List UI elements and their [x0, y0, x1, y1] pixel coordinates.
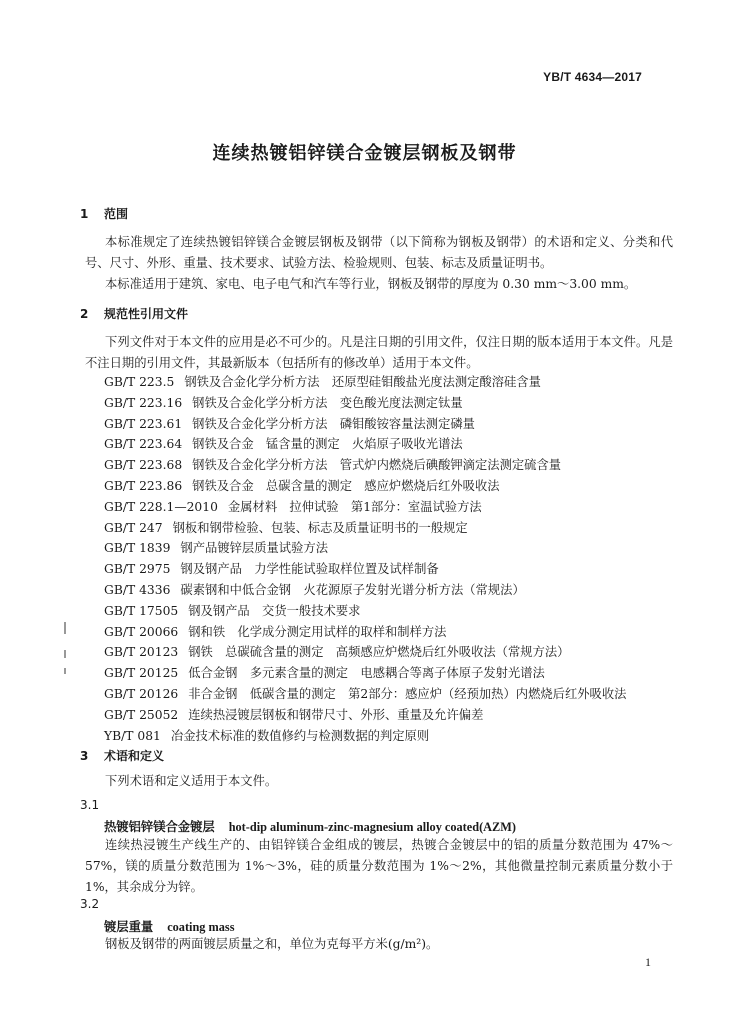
reference-item: GB/T 223.5 钢铁及合金化学分析方法 还原型硅钼酸盐光度法测定酸溶硅含量	[104, 375, 541, 389]
reference-item: GB/T 20123 钢铁 总碳硫含量的测定 高频感应炉燃烧后红外吸收法（常规方法）	[104, 645, 570, 660]
section-2-intro: 下列文件对于本文件的应用是必不可少的。凡是注日期的引用文件，仅注日期的版本适用于本文件。凡是不注日期的引用文件，其最新版本（包括所有的修改单）适用于本文件。	[85, 335, 673, 370]
scan-margin-mark	[64, 622, 66, 634]
reference-item: GB/T 4336 碳素钢和中低合金钢 火花源原子发射光谱分析方法（常规法）	[104, 582, 525, 597]
reference-item: GB/T 17505 钢及钢产品 交货一般技术要求	[104, 603, 361, 618]
scan-margin-mark	[64, 668, 66, 674]
section-title: 规范性引用文件	[104, 307, 189, 321]
reference-item: GB/T 25052 连续热浸镀层钢板和钢带尺寸、外形、重量及允许偏差	[104, 707, 484, 722]
term-english: coating mass	[167, 920, 235, 934]
term-definition: 钢板及钢带的两面镀层质量之和，单位为克每平方米(g/m²)。	[105, 937, 439, 951]
reference-item: GB/T 2975 钢及钢产品 力学性能试验取样位置及试样制备	[104, 562, 439, 577]
reference-item: GB/T 223.68 钢铁及合金化学分析方法 管式炉内燃烧后碘酸钾滴定法测定硫含量	[104, 458, 562, 473]
section-number: 3	[80, 749, 89, 763]
reference-item: GB/T 223.86 钢铁及合金 总碳含量的测定 感应炉燃烧后红外吸收法	[104, 478, 500, 493]
document-title: 连续热镀铝锌镁合金镀层钢板及钢带	[212, 143, 517, 164]
reference-item: YB/T 081 冶金技术标准的数值修约与检测数据的判定原则	[104, 728, 430, 743]
section-1-paragraph-1: 本标准规定了连续热镀铝锌镁合金镀层钢板及钢带（以下简称为钢板及钢带）的术语和定义、分类和代号、尺寸、外形、重量、技术要求、试验方法、检验规则、包装、标志及质量证明书。	[85, 235, 673, 270]
reference-item: GB/T 1839 钢产品镀锌层质量试验方法	[104, 541, 328, 556]
term-chinese: 热镀铝锌镁合金镀层	[104, 820, 215, 834]
term-definition: 连续热浸镀生产线生产的、由铝锌镁合金组成的镀层，热镀合金镀层中的铝的质量分数范围为 47%～57%，镁的质量分数范围为 1%～3%，硅的质量分数范围为 1%～2%，其他微量控制元素质量分数小于 1%，其余成分为锌。	[85, 838, 673, 894]
reference-item: GB/T 223.64 钢铁及合金 锰含量的测定 火焰原子吸收光谱法	[104, 437, 463, 452]
section-title: 范围	[104, 207, 129, 221]
reference-item: GB/T 223.16 钢铁及合金化学分析方法 变色酸光度法测定钛量	[104, 395, 463, 410]
scan-margin-mark	[64, 650, 66, 658]
page-number: 1	[645, 955, 651, 969]
section-3-intro: 下列术语和定义适用于本文件。	[105, 774, 278, 788]
section-title: 术语和定义	[104, 749, 165, 763]
term-heading	[104, 817, 516, 835]
reference-item: GB/T 20126 非合金钢 低碳含量的测定 第2部分：感应炉（经预加热）内燃烧后红外吸收法	[104, 686, 627, 701]
term-number: 3.2	[80, 897, 100, 911]
section-3-heading	[80, 747, 164, 764]
section-number: 2	[80, 307, 89, 321]
reference-item: GB/T 20066 钢和铁 化学成分测定用试样的取样和制样方法	[104, 624, 447, 639]
reference-item: GB/T 223.61 钢铁及合金化学分析方法 磷钼酸铵容量法测定磷量	[104, 416, 475, 431]
section-2-heading	[80, 305, 188, 322]
reference-item: GB/T 20125 低合金钢 多元素含量的测定 电感耦合等离子体原子发射光谱法	[104, 666, 545, 681]
section-1-paragraph-2: 本标准适用于建筑、家电、电子电气和汽车等行业，钢板及钢带的厚度为 0.30 mm～3.00 mm。	[105, 277, 637, 291]
normative-references-list	[104, 372, 626, 746]
term-number: 3.1	[80, 798, 100, 812]
section-1-heading	[80, 205, 128, 222]
term-english: hot-dip aluminum-zinc-magnesium alloy coated(AZM)	[228, 820, 516, 834]
term-chinese: 镀层重量	[104, 920, 154, 934]
standard-code: YB/T 4634—2017	[543, 70, 642, 84]
reference-item: GB/T 228.1—2010 金属材料 拉伸试验 第1部分：室温试验方法	[104, 499, 482, 514]
term-heading	[104, 917, 235, 935]
reference-item: GB/T 247 钢板和钢带检验、包装、标志及质量证明书的一般规定	[104, 520, 468, 535]
section-number: 1	[80, 207, 89, 221]
